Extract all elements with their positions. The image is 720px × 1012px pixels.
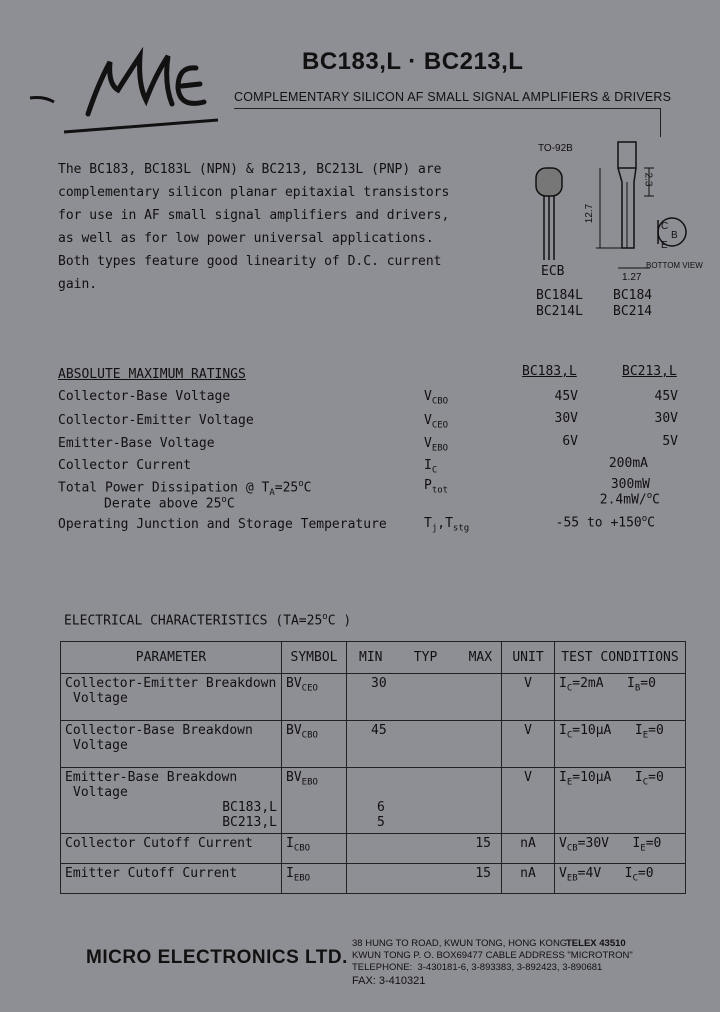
row-unit: V <box>502 768 555 834</box>
dimension-a: 2.3 <box>642 172 654 187</box>
package-pinout: ECB <box>541 264 565 279</box>
abs-max-symbol: $V_{CBO}$ <box>424 389 449 407</box>
table-row <box>61 864 686 894</box>
row-min: 6 5 <box>347 768 502 834</box>
abs-max-col1: BC183,L <box>522 364 577 379</box>
row-symbol: $I_{EBO}$ <box>282 864 347 894</box>
footer-address-2: KWUN TONG P. O. BOX69477 CABLE ADDRESS "MICROTRON" <box>352 950 633 961</box>
package-name: TO-92B <box>538 143 573 154</box>
abs-max-symbol: $V_{CEO}$ <box>424 413 449 431</box>
row-symbol: $BV_{EBO}$ <box>282 768 347 834</box>
abs-max-value2: 45V <box>654 389 678 404</box>
power-symbol: $P_{tot}$ <box>424 478 449 496</box>
row-parameter: Emitter-Base Breakdown Voltage BC183,L BC213,L <box>61 768 282 834</box>
table-row <box>61 721 686 768</box>
table-header-row <box>61 642 686 674</box>
abs-max-param: Collector-Base Voltage <box>58 389 231 404</box>
col-symbol: SYMBOL <box>282 642 347 674</box>
col-min-typ-max: MIN TYP MAX <box>347 642 502 674</box>
dimension-b: 12.7 <box>584 203 596 224</box>
row-symbol: $BV_{CBO}$ <box>282 721 347 768</box>
abs-max-symbol: $I_C$ <box>424 458 438 476</box>
row-parameter: Emitter Cutoff Current <box>61 864 282 894</box>
abs-max-param: Collector Current <box>58 458 192 473</box>
page-subtitle: COMPLEMENTARY SILICON AF SMALL SIGNAL AMPLIFIERS & DRIVERS <box>234 90 672 104</box>
intro-paragraph: The BC183, BC183L (NPN) & BC213, BC213L (PNP) are complementary silicon planar epitaxial transistors for use in AF small signal amplifiers and drivers, as well as for low power universal applications. Both types feature good linearity of D.C. current gain. <box>58 162 450 292</box>
footer-fax: FAX: 3-410321 <box>352 975 426 987</box>
variant-left-1: BC184L <box>536 288 583 303</box>
derate-param: Derate above 25$^o$C <box>104 495 235 512</box>
dimension-c: 1.27 <box>622 272 642 283</box>
footer-company: MICRO ELECTRONICS LTD. <box>86 947 348 968</box>
row-test: $I_C=10\mu A$ $I_E=0$ <box>555 721 686 768</box>
abs-max-value: 200mA <box>608 456 648 471</box>
col-parameter: PARAMETER <box>61 642 282 674</box>
row-unit: nA <box>502 864 555 894</box>
abs-max-heading: ABSOLUTE MAXIMUM RATINGS <box>58 367 246 382</box>
variant-right-1: BC184 <box>613 288 653 303</box>
pin-c: C <box>661 221 669 232</box>
derate-value: 2.4mW/$^o$C <box>599 491 660 508</box>
row-test: $I_C=2mA$ $I_B=0$ <box>555 674 686 721</box>
table-row <box>61 674 686 721</box>
row-parameter: Collector Cutoff Current <box>61 834 282 864</box>
abs-max-col2: BC213,L <box>622 364 677 379</box>
temp-param: Operating Junction and Storage Temperature <box>58 517 387 532</box>
abs-max-param: Emitter-Base Voltage <box>58 436 215 451</box>
row-max: 15 <box>347 834 502 864</box>
col-test-conditions: TEST CONDITIONS <box>555 642 686 674</box>
temp-value: -55 to $+150^oC$ <box>555 514 655 531</box>
power-value: 300mW <box>610 477 650 492</box>
power-param: Total Power Dissipation @ $T_A=25^oC$ <box>58 479 312 498</box>
abs-max-param: Collector-Emitter Voltage <box>58 413 254 428</box>
abs-max-value1: 30V <box>554 411 578 426</box>
row-parameter: Collector-Base Breakdown Voltage <box>61 721 282 768</box>
table-row <box>61 834 686 864</box>
abs-max-symbol: $V_{EBO}$ <box>424 436 449 454</box>
abs-max-value2: 5V <box>662 434 678 449</box>
pin-b: B <box>671 230 678 241</box>
row-unit: V <box>502 721 555 768</box>
row-unit: V <box>502 674 555 721</box>
elec-heading: ELECTRICAL CHARACTERISTICS ($TA=25^oC$ ) <box>64 612 352 629</box>
temp-symbol: $T_j,T_{stg}$ <box>424 516 470 534</box>
company-logo <box>28 44 248 140</box>
row-unit: nA <box>502 834 555 864</box>
row-test: $V_{CB}=30V$ $I_E=0$ <box>555 834 686 864</box>
logo-text: ME <box>228 119 248 138</box>
variant-right-2: BC214 <box>613 304 653 319</box>
col-unit: UNIT <box>502 642 555 674</box>
variant-left-2: BC214L <box>536 304 583 319</box>
footer-telephone: TELEPHONE: 3-430181-6, 3-893383, 3-892423, 3-890681 <box>352 962 603 973</box>
bottom-view-label: BOTTOM VIEW <box>646 261 703 270</box>
abs-max-value1: 6V <box>562 434 578 449</box>
table-row <box>61 768 686 834</box>
elec-table <box>60 641 686 894</box>
row-min: 45 <box>347 721 502 768</box>
footer-address-1: 38 HUNG TO ROAD, KWUN TONG, HONG KONG. <box>352 938 570 949</box>
row-test: $V_{EB}=4V$ $I_C=0$ <box>555 864 686 894</box>
footer-telex: TELEX 43510 <box>566 938 626 949</box>
abs-max-value2: 30V <box>654 411 678 426</box>
row-symbol: $BV_{CEO}$ <box>282 674 347 721</box>
abs-max-value1: 45V <box>554 389 578 404</box>
row-symbol: $I_{CBO}$ <box>282 834 347 864</box>
row-max: 15 <box>347 864 502 894</box>
pin-e: E <box>661 240 668 251</box>
row-test: $I_E=10\mu A$ $I_C=0$ <box>555 768 686 834</box>
page-title: BC183,L · BC213,L <box>302 48 524 75</box>
row-min: 30 <box>347 674 502 721</box>
row-parameter: Collector-Emitter Breakdown Voltage <box>61 674 282 721</box>
header-frame <box>234 108 661 137</box>
